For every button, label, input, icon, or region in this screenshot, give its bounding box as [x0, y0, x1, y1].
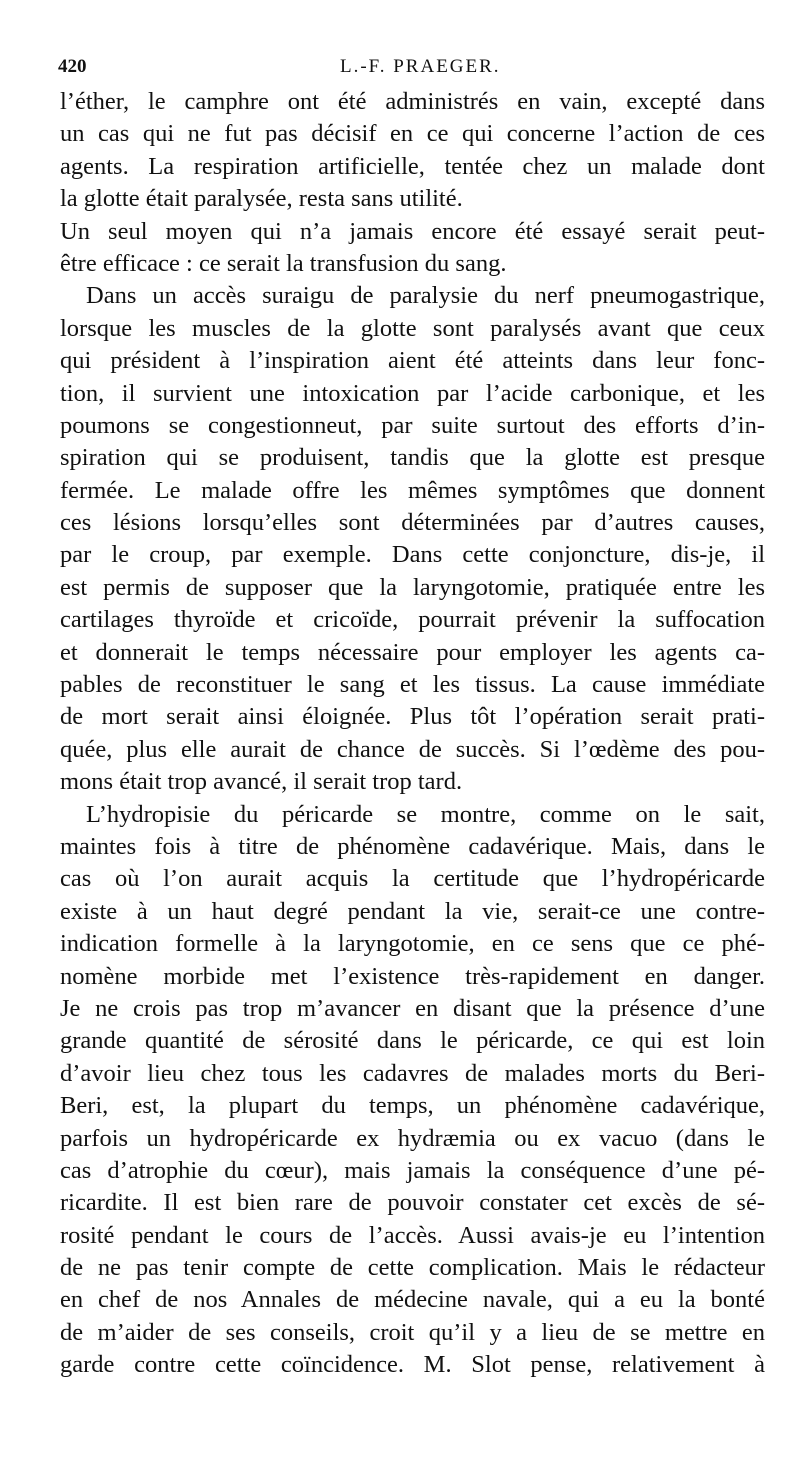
text-line: lorsque les muscles de la glotte sont paralysés avant que ceux — [60, 314, 765, 342]
text-line: quée, plus elle aurait de chance de succès. Si l’œdème des pou- — [60, 735, 765, 763]
running-head — [58, 52, 768, 82]
text-line: L’hydropisie du péricarde se montre, comme on le sait, — [86, 800, 765, 828]
text-line: et donnerait le temps nécessaire pour employer les agents ca- — [60, 638, 765, 666]
text-line: Dans un accès suraigu de paralysie du nerf pneumogastrique, — [86, 282, 765, 310]
body-text — [60, 86, 765, 1382]
paragraph — [60, 280, 765, 798]
text-line: parfois un hydropéricarde ex hydræmia ou ex vacuo (dans le — [60, 1124, 765, 1152]
text-line: en chef de nos Annales de médecine navale, qui a eu la bonté — [60, 1286, 765, 1314]
running-title: L.-F. PRAEGER. — [340, 56, 501, 77]
text-line: cas d’atrophie du cœur), mais jamais la conséquence d’une pé- — [60, 1156, 765, 1184]
text-line: mons était trop avancé, il serait trop tard. — [60, 768, 463, 796]
text-line: Je ne crois pas trop m’avancer en disant que la présence d’une — [60, 994, 765, 1022]
text-line: la glotte était paralysée, resta sans utilité. — [60, 185, 463, 213]
text-line: Beri, est, la plupart du temps, un phénomène cadavérique, — [60, 1092, 765, 1120]
paragraph — [60, 799, 765, 1382]
text-line: indication formelle à la laryngotomie, en ce sens que ce phé- — [60, 930, 765, 958]
text-line: agents. La respiration artificielle, tentée chez un malade dont — [60, 152, 765, 180]
paragraph — [60, 216, 765, 281]
text-line: cartilages thyroïde et cricoïde, pourrait prévenir la suffocation — [60, 606, 765, 634]
text-line: qui président à l’inspiration aient été atteints dans leur fonc- — [60, 347, 765, 375]
text-line: Un seul moyen qui n’a jamais encore été essayé serait peut- — [60, 217, 765, 245]
text-line: pables de reconstituer le sang et les tissus. La cause immédiate — [60, 671, 765, 699]
text-line: un cas qui ne fut pas décisif en ce qui concerne l’action de ces — [60, 120, 765, 148]
text-line: de m’aider de ses conseils, croit qu’il y a lieu de se mettre en — [60, 1318, 765, 1346]
text-line: ricardite. Il est bien rare de pouvoir constater cet excès de sé- — [60, 1189, 765, 1217]
text-line: maintes fois à titre de phénomène cadavérique. Mais, dans le — [60, 832, 765, 860]
text-line: garde contre cette coïncidence. M. Slot pense, relativement à — [60, 1351, 765, 1379]
paragraph-continued — [60, 86, 765, 216]
text-line: est permis de supposer que la laryngotomie, pratiquée entre les — [60, 573, 765, 601]
text-line: rosité pendant le cours de l’accès. Aussi avais-je eu l’intention — [60, 1221, 765, 1249]
text-line: par le croup, par exemple. Dans cette conjoncture, dis-je, il — [60, 541, 765, 569]
text-line: de mort serait ainsi éloignée. Plus tôt l’opération serait prati- — [60, 703, 765, 731]
text-line: poumons se congestionneut, par suite surtout des efforts d’in- — [60, 411, 765, 439]
text-line: l’éther, le camphre ont été administrés en vain, excepté dans — [60, 88, 765, 115]
text-line: grande quantité de sérosité dans le péricarde, ce qui est loin — [60, 1027, 765, 1055]
text-line: nomène morbide met l’existence très-rapidement en danger. — [60, 962, 765, 990]
text-line: existe à un haut degré pendant la vie, serait-ce une contre- — [60, 897, 765, 925]
text-line: fermée. Le malade offre les mêmes symptômes que donnent — [60, 476, 765, 504]
text-line: tion, il survient une intoxication par l’acide carbonique, et les — [60, 379, 765, 407]
text-line: cas où l’on aurait acquis la certitude que l’hydropéricarde — [60, 865, 765, 893]
text-line: être efficace : ce serait la transfusion du sang. — [60, 249, 507, 277]
text-line: spiration qui se produisent, tandis que la glotte est presque — [60, 444, 765, 472]
text-line: ces lésions lorsqu’elles sont déterminées par d’autres causes, — [60, 509, 765, 537]
text-line: d’avoir lieu chez tous les cadavres de malades morts du Beri- — [60, 1059, 765, 1087]
text-line: de ne pas tenir compte de cette complication. Mais le rédacteur — [60, 1254, 765, 1282]
page-number: 420 — [58, 56, 87, 77]
